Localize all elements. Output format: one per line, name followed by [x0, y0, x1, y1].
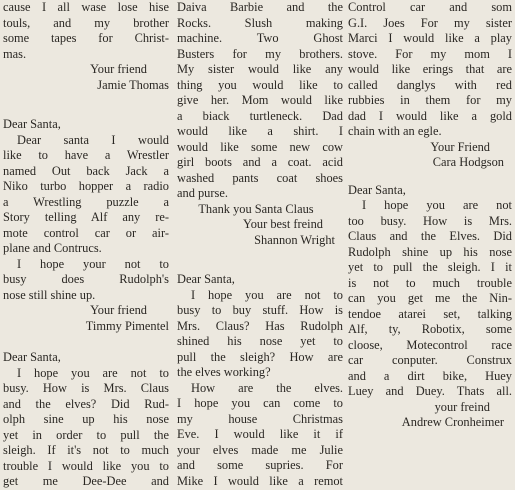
text-line: car conputer. Construx	[348, 353, 512, 367]
paragraph-gap	[3, 334, 169, 350]
text-line: cause I all wase lose hise	[3, 0, 169, 14]
text-line: can you get me the Nin-	[348, 291, 512, 305]
text-line: Timmy Pimentel	[85, 318, 169, 333]
letters-column-3	[348, 0, 512, 431]
text-line: My sister would like any	[177, 62, 343, 76]
text-line: Dear Santa,	[3, 350, 61, 364]
text-line: tendoe atarei set, talking	[348, 306, 512, 321]
text-line: Story telling Alf any re-	[3, 210, 169, 224]
text-line: olph sine up his nose	[3, 412, 169, 426]
text-line: my house Christmas	[177, 411, 343, 426]
text-line: girl boots and a coat. acid	[177, 155, 343, 169]
text-line: would like erings that are	[348, 62, 512, 76]
text-line: chain with an egle.	[348, 124, 442, 138]
text-line: sleigh. If it's not to much	[3, 443, 169, 457]
text-line: Your Friend	[430, 139, 490, 154]
text-line: I hope you are not to	[17, 365, 169, 380]
text-line: and some supries. For	[177, 458, 343, 472]
text-line: pull the sleigh? How are	[177, 349, 343, 364]
paragraph-gap	[177, 248, 343, 272]
text-line: Mrs. Claus? Has Rudolph	[177, 318, 343, 333]
text-line: Thank you Santa Claus	[198, 201, 314, 216]
text-line: rubbies in them for my	[348, 93, 512, 107]
text-line: I hope you can come to	[177, 396, 343, 410]
text-line: I hope your not to	[17, 256, 169, 271]
text-line: Busters for my brothers.	[177, 46, 343, 61]
text-line: Andrew Cronheimer	[401, 415, 504, 429]
text-line: washed pants coat shoes	[177, 170, 343, 185]
text-line: trouble I would like you to	[3, 458, 169, 473]
text-line: give her. Mom would like	[177, 93, 343, 107]
paragraph-gap	[3, 93, 169, 117]
letters-column-2	[177, 0, 343, 489]
text-line: and a dirt bike, Huey	[348, 368, 512, 383]
text-line: busy to buy stuff. How is	[177, 303, 343, 317]
text-line: your elves made me Julie	[177, 442, 343, 457]
text-line: would like some new cow	[177, 139, 343, 154]
text-line: Eve. I would like it if	[177, 427, 343, 441]
text-line: would like a shirt. I	[177, 124, 343, 138]
text-line: Dear Santa,	[348, 182, 406, 197]
text-line: busy. How is Mrs. Claus	[3, 381, 169, 395]
text-line: yet to pull the sleigh. I it	[348, 260, 512, 274]
text-line: Rocks. Slush making	[177, 15, 343, 30]
text-line: called danglys with red	[348, 77, 512, 92]
text-line: is not to much trouble	[348, 275, 512, 290]
text-line: Daiva Barbie and the	[177, 0, 343, 14]
text-line: shined his nose yet to	[177, 334, 343, 348]
text-line: Mike I would like a remot	[177, 473, 343, 488]
text-line: a biack turtleneck. Dad	[177, 108, 343, 123]
text-line: Dear Santa,	[3, 117, 61, 131]
text-line: Your best freind	[243, 217, 323, 231]
text-line: Your friend	[90, 303, 147, 317]
text-line: I hope you are not	[362, 198, 512, 212]
text-line: mote control car or air-	[3, 225, 169, 240]
text-line: stove. For my mom I	[348, 46, 512, 61]
text-line: Rudolph shine up his nose	[348, 244, 512, 259]
text-line: dad I would like a gold	[348, 108, 512, 123]
text-line: plane and Contrucs.	[3, 241, 102, 255]
text-line: G.I. Joes For my sister	[348, 15, 512, 30]
text-line: Dear santa I would	[17, 132, 169, 147]
text-line: your freind	[434, 399, 490, 414]
text-line: nose still shine up.	[3, 287, 96, 302]
text-line: and the elves? Did Rud-	[3, 396, 169, 411]
text-line: Niko turbo hopper a radio	[3, 179, 169, 193]
text-line: Marci I would like a play	[348, 31, 512, 45]
text-line: Shannon Wright	[254, 232, 335, 247]
text-line: like to have a Wrestler	[3, 148, 169, 162]
text-line: a Wrestling puzzle a	[3, 194, 169, 209]
text-line: and purse.	[177, 186, 228, 200]
text-line: cloose, Motecontrol race	[348, 337, 512, 352]
paragraph-gap	[348, 171, 512, 183]
letters-column-1	[3, 0, 169, 490]
text-line: Control car and som	[348, 0, 512, 14]
text-line: get me Dee-Dee and	[3, 474, 169, 488]
text-line: busy does Rudolph's	[3, 272, 169, 286]
text-line: mas.	[3, 46, 27, 61]
text-line: named Out back Jack a	[3, 163, 169, 178]
text-line: How are the elves.	[191, 380, 343, 395]
text-line: yet in order to pull the	[3, 427, 169, 442]
text-line: thing you would like to	[177, 77, 343, 92]
text-line: Claus and the Elves. Did	[348, 229, 512, 243]
text-line: Cara Hodgson	[432, 155, 504, 169]
text-line: machine. Two Ghost	[177, 31, 343, 45]
text-line: Jamie Thomas	[97, 77, 169, 92]
text-line: Your friend	[90, 62, 147, 76]
text-line: Alf, ty, Robotix, some	[348, 322, 512, 336]
text-line: touls, and my brother	[3, 15, 169, 30]
text-line: some tapes for Christ-	[3, 31, 169, 45]
text-line: Dear Santa,	[177, 272, 235, 286]
text-line: the elves working?	[177, 365, 271, 379]
text-line: I hope you are not to	[191, 287, 343, 302]
text-line: Luey and Duey. Thats all.	[348, 384, 512, 398]
text-line: too busy. How is Mrs.	[348, 213, 512, 228]
